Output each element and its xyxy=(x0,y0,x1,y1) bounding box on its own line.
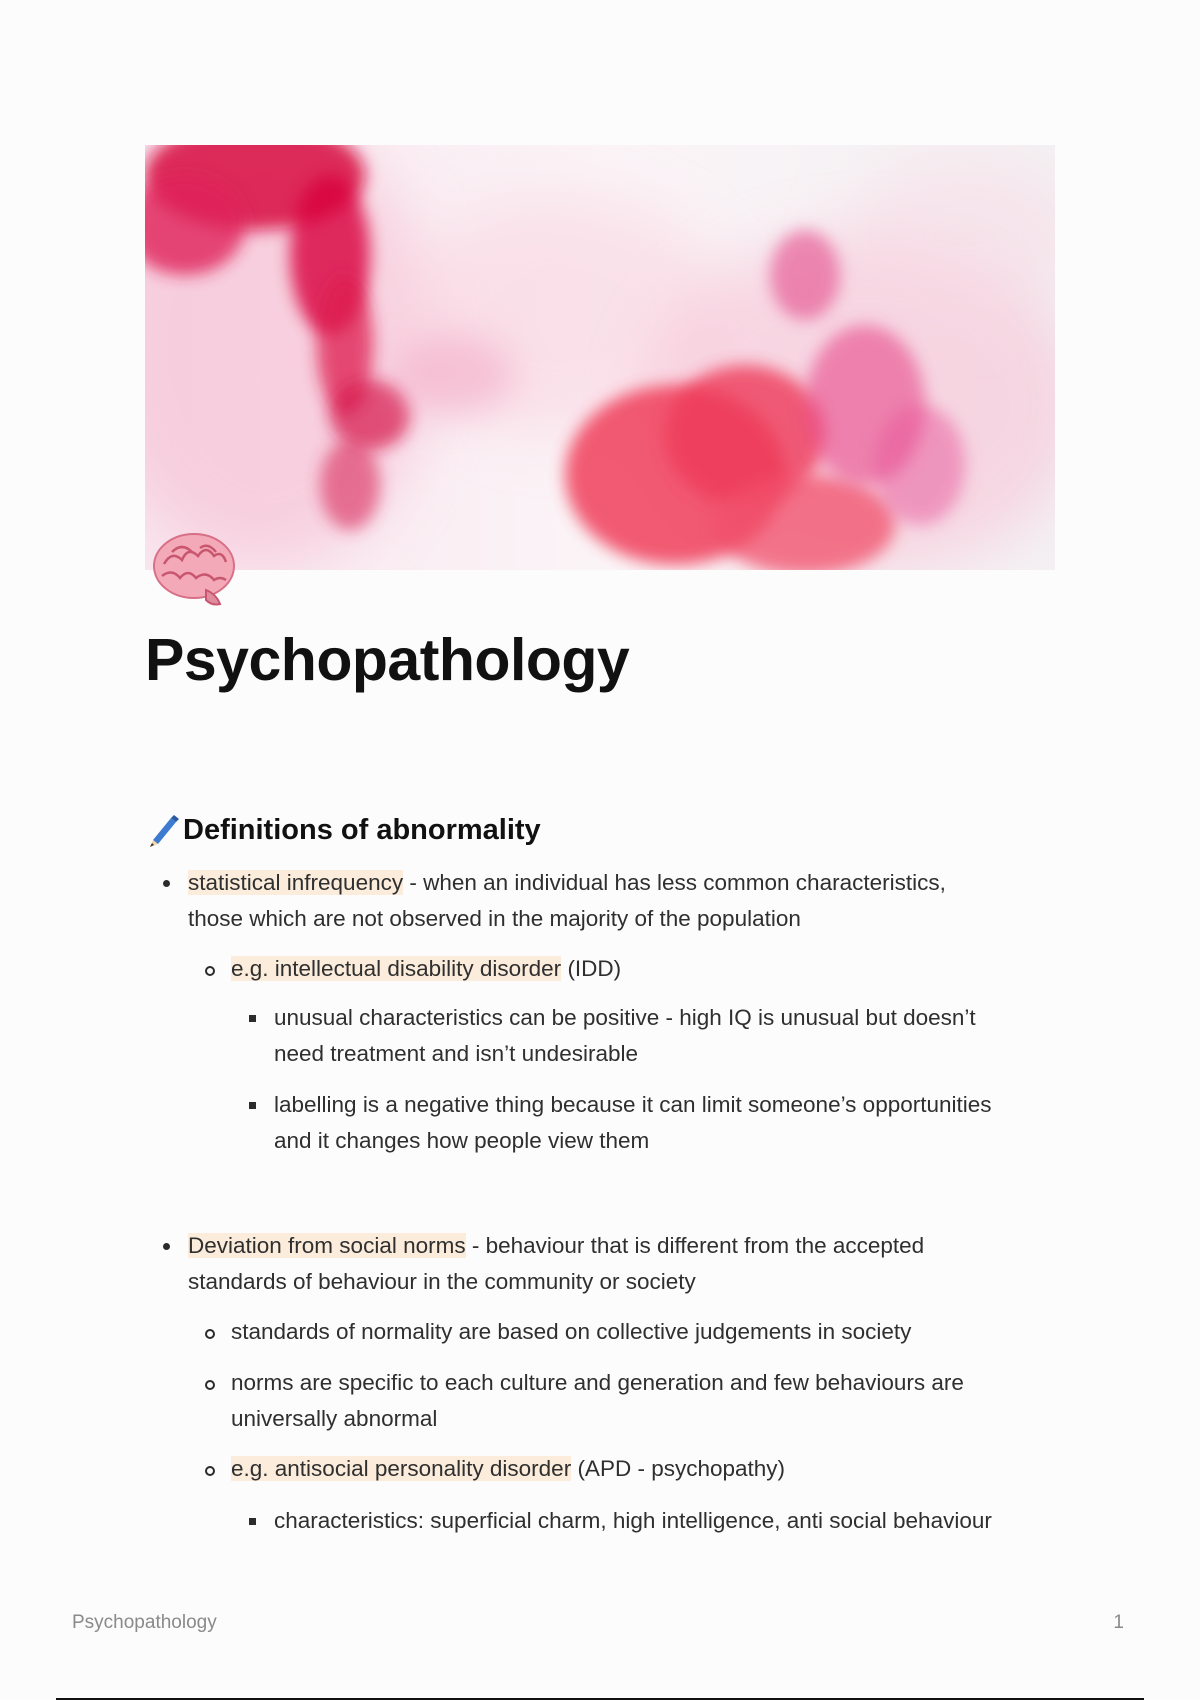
item-text: - when an individual has less common characteristics, xyxy=(403,870,946,895)
bullet-square xyxy=(249,1015,256,1022)
list-item: labelling is a negative thing because it can limit someone’s opportunities xyxy=(274,1092,992,1117)
list-item: unusual characteristics can be positive - high IQ is unusual but doesn’t xyxy=(274,1005,976,1030)
bullet-disc xyxy=(163,880,170,887)
brain-icon xyxy=(150,528,242,608)
section-heading-text: Definitions of abnormality xyxy=(183,813,541,846)
item-text-continued: need treatment and isn’t undesirable xyxy=(274,1041,638,1066)
item-text-continued: universally abnormal xyxy=(231,1406,438,1431)
bullet-circle xyxy=(205,1466,215,1476)
list-item: characteristics: superficial charm, high intelligence, anti social behaviour xyxy=(274,1508,992,1533)
pen-icon xyxy=(145,812,181,848)
list-item xyxy=(188,1228,924,1264)
pink-ink-smoke-image xyxy=(145,145,1055,570)
highlighted-term: e.g. antisocial personality disorder xyxy=(231,1456,572,1481)
cover-image xyxy=(145,145,1055,570)
highlighted-term: statistical infrequency xyxy=(188,870,404,895)
item-text-continued: and it changes how people view them xyxy=(274,1128,650,1153)
list-item xyxy=(231,1451,785,1487)
bullet-square xyxy=(249,1102,256,1109)
item-text: (IDD) xyxy=(561,956,622,981)
footer-page-number: 1 xyxy=(1113,1612,1124,1633)
footer-title: Psychopathology xyxy=(72,1612,217,1633)
bullet-disc xyxy=(163,1243,170,1250)
bullet-square xyxy=(249,1518,256,1525)
list-item: standards of normality are based on collective judgements in society xyxy=(231,1319,912,1344)
list-item xyxy=(188,865,946,901)
list-item xyxy=(231,951,621,987)
bullet-circle xyxy=(205,1380,215,1390)
highlighted-term: e.g. intellectual disability disorder xyxy=(231,956,562,981)
item-text-continued: standards of behaviour in the community or society xyxy=(188,1269,696,1294)
bullet-circle xyxy=(205,1329,215,1339)
item-text: - behaviour that is different from the accepted xyxy=(465,1233,925,1258)
page-title: Psychopathology xyxy=(145,627,630,693)
section-heading xyxy=(145,812,541,848)
item-text-continued: those which are not observed in the majority of the population xyxy=(188,906,801,931)
item-text: (APD - psychopathy) xyxy=(571,1456,786,1481)
list-item: norms are specific to each culture and generation and few behaviours are xyxy=(231,1370,964,1395)
bullet-circle xyxy=(205,966,215,976)
highlighted-term: Deviation from social norms xyxy=(188,1233,466,1258)
